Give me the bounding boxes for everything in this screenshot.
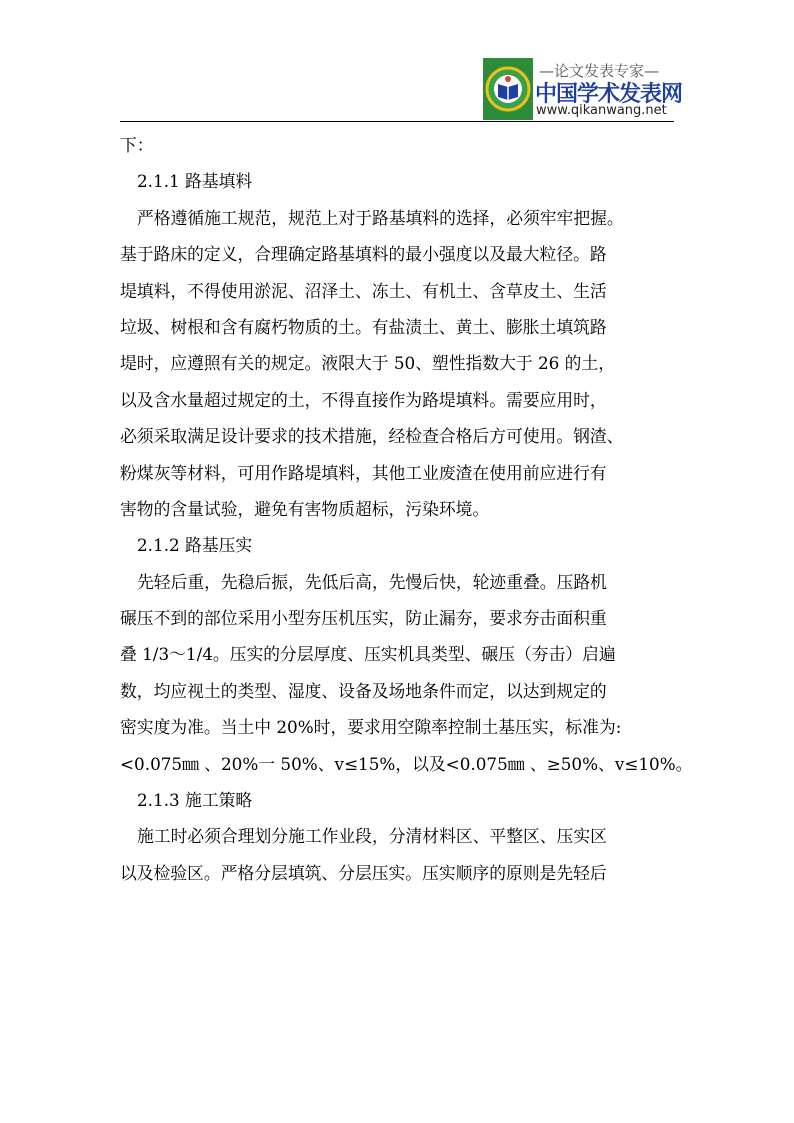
document-body [120, 127, 693, 891]
text-line: 粉煤灰等材料，可用作路堤填料，其他工业废渣在使用前应进行有 [120, 462, 607, 483]
text-line: 严格遵循施工规范，规范上对于路基填料的选择，必须牢牢把握。 [137, 207, 624, 228]
text-line: 垃圾、树根和含有腐朽物质的土。有盐渍土、黄土、膨胀土填筑路 [120, 316, 607, 337]
text-line: <0.075㎜ 、20%一 50%、v≤15%，以及<0.075㎜ 、≥50%、v≤10%。 [120, 753, 693, 774]
section-heading: 2.1.3 施工策略 [137, 790, 253, 811]
logo-url[interactable]: www.qikanwang.net [536, 103, 667, 118]
site-logo[interactable] [483, 58, 683, 120]
text-line: 密实度为准。当土中 20%时，要求用空隙率控制土基压实，标准为: [120, 717, 622, 738]
text-line: 以及检验区。严格分层填筑、分层压实。压实顺序的原则是先轻后 [120, 862, 607, 883]
logo-slogan: —论文发表专家— [539, 62, 660, 80]
text-line: 基于路床的定义，合理确定路基填料的最小强度以及最大粒径。路 [120, 244, 607, 265]
section-heading: 2.1.2 路基压实 [137, 535, 253, 556]
section-heading: 2.1.1 路基填料 [137, 171, 253, 192]
text-line: 下： [120, 135, 154, 155]
text-line: 害物的含量试验，避免有害物质超标，污染环境。 [120, 498, 490, 519]
header-divider [120, 121, 674, 122]
text-line: 施工时必须合理划分施工作业段，分清材料区、平整区、压实区 [137, 826, 607, 847]
text-line: 碾压不到的部位采用小型夯压机压实，防止漏夯，要求夯击面积重 [120, 608, 607, 629]
text-line: 堤填料，不得使用淤泥、沼泽土、冻土、有机土、含草皮土、生活 [120, 280, 607, 301]
book-globe-emblem-icon [483, 58, 533, 120]
logo-site-name: 中国学术发表网 [535, 82, 683, 107]
text-line: 堤时，应遵照有关的规定。液限大于 50、塑性指数大于 26 的土， [120, 353, 616, 374]
text-line: 必须采取满足设计要求的技术措施，经检查合格后方可使用。钢渣、 [120, 426, 624, 447]
text-line: 叠 1/3～1/4。压实的分层厚度、压实机具类型、碾压（夯击）启遍 [120, 644, 616, 665]
text-line: 数，均应视土的类型、湿度、设备及场地条件而定，以达到规定的 [120, 680, 607, 701]
text-line: 先轻后重，先稳后振，先低后高，先慢后快，轮迹重叠。压路机 [137, 571, 607, 592]
text-line: 以及含水量超过规定的土，不得直接作为路堤填料。需要应用时， [120, 389, 607, 410]
